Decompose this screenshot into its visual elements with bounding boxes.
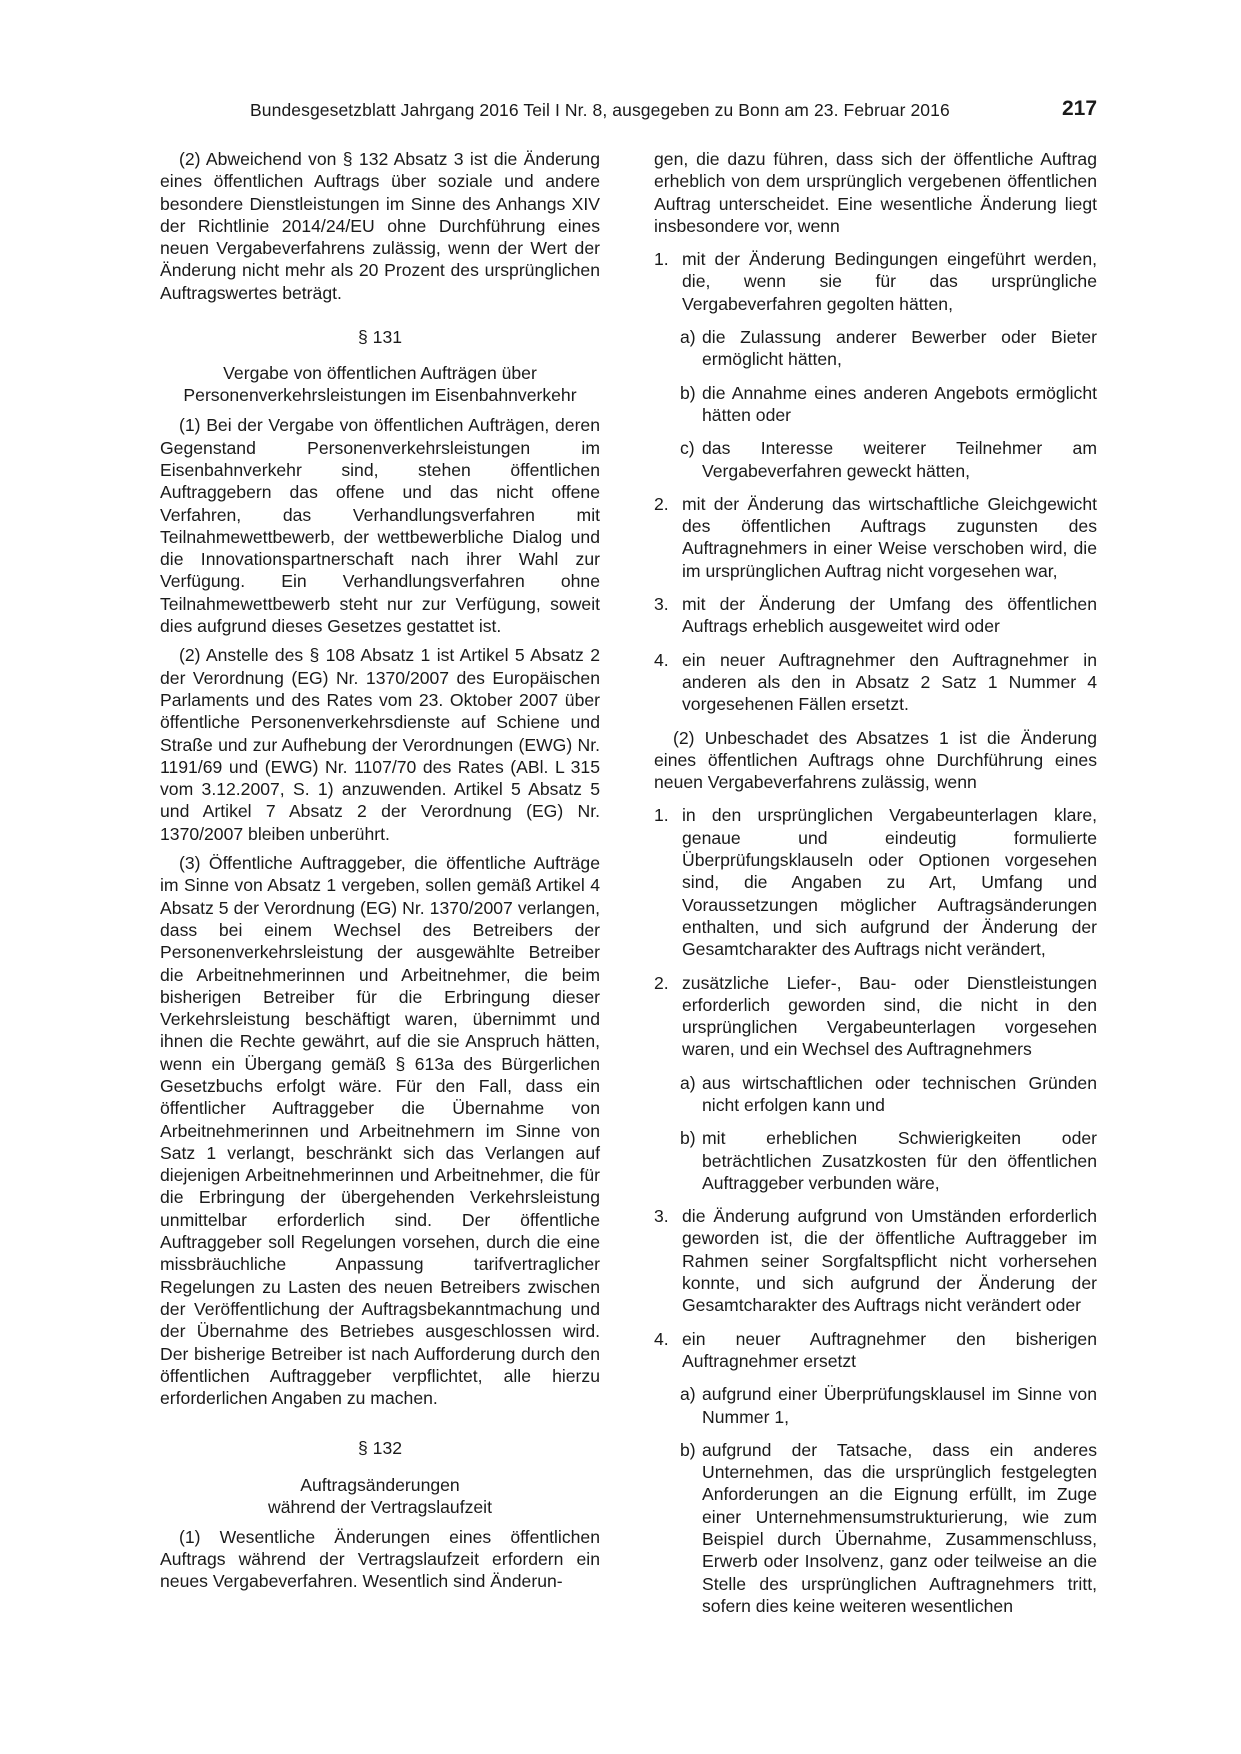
sub-list-item — [654, 1439, 1097, 1617]
list-item — [654, 649, 1097, 716]
sub-item-text: aufgrund einer Überprüfungsklausel im Sinne von Nummer 1, — [702, 1384, 1097, 1427]
sub-item-text: aufgrund der Tatsache, dass ein anderes Unternehmen, das die ursprünglich festgelegten Anforderungen an die Eignung erfüllt, im Zuge einer Unternehmensumstrukturierung, wie zum Beispiel durch Übernahme, Zusammenschluss, Erwerb oder Insolvenz, ganz oder teilweise an die Stelle des ursprünglichen Auftragnehmers tritt, sofern dies keine weiteren wesentlichen — [702, 1439, 1097, 1616]
paragraph-131-3: (3) Öffentliche Auftraggeber, die öffentliche Aufträge im Sinne von Absatz 1 vergeben, sollen gemäß Artikel 4 Absatz 5 der Verordnung (EG) Nr. 1370/2007 verlangen, dass bei einem Wechsel des Betreibers der Personenverkehrsleistung der ausgewählte Betreiber die Arbeitnehmerinnen und Arbeitnehmer, die beim bisherigen Betreiber für die Erbringung dieser Verkehrsleistung beschäftigt waren, übernimmt und ihnen die Rechte gewährt, auf die sie Anspruch hätten, wenn ein Übergang gemäß § 613a des Bürgerlichen Gesetzbuchs erfolgt wäre. Für den Fall, dass ein öffentlicher Auftraggeber die Übernahme von Arbeitnehmerinnen und Arbeitnehmern im Sinne von Satz 1 verlangt, beschränkt sich das Verlangen auf diejenigen Arbeitnehmerinnen und Arbeitnehmer, die für die Erbringung der übergehenden Verkehrsleistung unmittelbar erforderlich sind. Der öffentliche Auftraggeber soll Regelungen vorsehen, durch die eine missbräuchliche Anpassung tarifvertraglicher Regelungen zu Lasten des neuen Betreibers zwischen der Veröffentlichung der Auftragsbekanntmachung und der Übernahme des Betriebes ausgeschlossen wird. Der bisherige Betreiber ist nach Aufforderung durch den öffentlichen Auftraggeber verpflichtet, alle hierzu erforderlichen Angaben zu machen. — [160, 853, 600, 1409]
sub-item-text: aus wirtschaftlichen oder technischen Gründen nicht erfolgen kann und — [702, 1072, 1097, 1115]
section-heading-132 — [160, 1437, 600, 1517]
list-item-text: ein neuer Auftragnehmer den Auftragnehmer in anderen als den in Absatz 2 Satz 1 Nummer 4 vorgesehenen Fällen ersetzt. — [682, 649, 1097, 715]
list-item — [654, 593, 1097, 638]
paragraph-131-2: (2) Anstelle des § 108 Absatz 1 ist Artikel 5 Absatz 2 der Verordnung (EG) Nr. 1370/2007 des Europäischen Parlaments und des Rates vom 23. Oktober 2007 über öffentliche Personenverkehrsdienste auf Schiene und Straße und zur Aufhebung der Verordnungen (EWG) Nr. 1191/69 und (EWG) Nr. 1107/70 des Rates (ABl. L 315 vom 3.12.2007, S. 1) anzuwenden. Artikel 5 Absatz 5 und Artikel 7 Absatz 2 der Verordnung (EG) Nr. 1370/2007 bleiben unberührt. — [160, 645, 600, 844]
section-title-line: Vergabe von öffentlichen Aufträgen über — [223, 363, 537, 384]
list-item — [654, 1328, 1097, 1373]
paragraph-132-1-start: (1) Wesentliche Änderungen eines öffentlichen Auftrags während der Vertragslaufzeit erfordern ein neues Vergabeverfahren. Wesentlich sind Änderun- — [160, 1526, 600, 1592]
list-item — [654, 1205, 1097, 1316]
section-number: § 132 — [357, 1438, 403, 1459]
sub-item-text: die Zulassung anderer Bewerber oder Bieter ermöglicht hätten, — [702, 327, 1097, 370]
right-column — [654, 148, 1097, 1628]
sub-item-text: die Annahme eines anderen Angebots ermöglicht hätten oder — [702, 382, 1097, 425]
list-item-text: mit der Änderung der Umfang des öffentlichen Auftrags erheblich ausgeweitet wird oder — [682, 594, 1097, 637]
section-title-line: Auftragsänderungen — [300, 1474, 460, 1495]
running-header: Bundesgesetzblatt Jahrgang 2016 Teil I Nr. 8, ausgegeben zu Bonn am 23. Februar 2016 — [250, 100, 950, 120]
list-item-text: mit der Änderung Bedingungen eingeführt werden, die, wenn sie für das ursprüngliche Vergabeverfahren gegolten hätten, — [682, 249, 1097, 314]
list-item-text: zusätzliche Liefer-, Bau- oder Dienstleistungen erforderlich geworden sind, die nicht in den ursprünglichen Vergabeunterlagen vorgesehen waren, und ein Wechsel des Auftragnehmers — [682, 972, 1097, 1060]
sub-item-text: mit erheblichen Schwierigkeiten oder beträchtlichen Zusatzkosten für den öffentlichen Auftraggeber verbunden wäre, — [702, 1128, 1097, 1193]
sub-list-item — [654, 1127, 1097, 1194]
section-title-line: während der Vertragslaufzeit — [268, 1496, 492, 1517]
list-item-number: 3. — [654, 1206, 669, 1227]
sub-item-letter: c) — [680, 438, 695, 459]
sub-item-letter: b) — [680, 382, 696, 403]
sub-item-letter: a) — [680, 327, 696, 348]
list-item-number: 1. — [654, 249, 669, 270]
left-column — [160, 148, 600, 1600]
sub-list-item — [654, 1383, 1097, 1428]
page-number: 217 — [1062, 97, 1098, 120]
list-item — [654, 804, 1097, 960]
paragraph-132-2: (2) Unbeschadet des Absatzes 1 ist die Änderung eines öffentlichen Auftrags ohne Durchführung eines neuen Vergabeverfahrens zulässig, wenn — [654, 727, 1097, 793]
paragraph-131-1: (1) Bei der Vergabe von öffentlichen Aufträgen, deren Gegenstand Personenverkehrsleistungen im Eisenbahnverkehr sind, stehen öffentlichen Auftraggebern das offene und das nicht offene Verfahren, das Verhandlungsverfahren mit Teilnahmewettbewerb, der wettbewerbliche Dialog und die Innovationspartnerschaft nach ihrer Wahl zur Verfügung. Ein Verhandlungsverfahren ohne Teilnahmewettbewerb steht nur zur Verfügung, soweit dies aufgrund dieses Gesetzes gestattet ist. — [160, 415, 600, 637]
section-number: § 131 — [357, 327, 403, 348]
list-item-number: 2. — [654, 972, 669, 993]
list-item-text: in den ursprünglichen Vergabeunterlagen klare, genaue und eindeutig formulierte Überprüfungsklauseln oder Optionen vorgesehen sind, die Angaben zu Art, Umfang und Voraussetzungen möglicher Auftragsänderungen enthalten, und sich aufgrund der Änderung der Gesamtcharakter des Auftrags nicht verändert, — [682, 805, 1097, 960]
section-heading-131 — [160, 326, 600, 406]
list-item — [654, 972, 1097, 1061]
sub-item-letter: b) — [680, 1128, 696, 1149]
list-item-number: 2. — [654, 493, 669, 514]
list-item-number: 3. — [654, 594, 669, 615]
list-paragraph-2 — [654, 804, 1097, 1617]
paragraph-130-2: (2) Abweichend von § 132 Absatz 3 ist die Änderung eines öffentlichen Auftrags über soziale und andere besondere Dienstleistungen im Sinne des Anhangs XIV der Richtlinie 2014/24/EU ohne Durchführung eines neuen Vergabeverfahrens zulässig, wenn der Wert der Änderung nicht mehr als 20 Prozent des ursprünglichen Auftragswertes beträgt. — [160, 149, 600, 303]
sub-list-item — [654, 382, 1097, 427]
paragraph-132-1-continued: gen, die dazu führen, dass sich der öffentliche Auftrag erheblich von dem ursprünglich vergebenen öffentlichen Auftrag unterscheidet. Eine wesentliche Änderung liegt insbesondere vor, wenn — [654, 149, 1097, 236]
list-item-number: 4. — [654, 649, 669, 670]
sub-item-letter: a) — [680, 1072, 696, 1093]
sub-list-item — [654, 326, 1097, 371]
list-item-number: 4. — [654, 1328, 669, 1349]
sub-item-letter: a) — [680, 1384, 696, 1405]
sub-item-letter: b) — [680, 1439, 696, 1460]
list-item-text: mit der Änderung das wirtschaftliche Gleichgewicht des öffentlichen Auftrags zugunsten des Auftragnehmers in einer Weise verschoben wird, die im ursprünglichen Auftrag nicht vorgesehen war, — [682, 493, 1097, 581]
list-item — [654, 493, 1097, 582]
list-item — [654, 248, 1097, 315]
list-item-number: 1. — [654, 805, 669, 826]
list-paragraph-1 — [654, 248, 1097, 715]
list-item-text: ein neuer Auftragnehmer den bisherigen Auftragnehmer ersetzt — [682, 1328, 1097, 1371]
sub-list-item — [654, 437, 1097, 482]
sub-list-item — [654, 1072, 1097, 1117]
list-item-text: die Änderung aufgrund von Umständen erforderlich geworden ist, die der öffentliche Auftraggeber im Rahmen seiner Sorgfaltspflicht nicht vorhersehen konnte, und sich aufgrund der Änderung der Gesamtcharakter des Auftrags nicht verändert oder — [682, 1206, 1097, 1316]
section-title-line: Personenverkehrsleistungen im Eisenbahnverkehr — [183, 385, 577, 406]
sub-item-text: das Interesse weiterer Teilnehmer am Vergabeverfahren geweckt hätten, — [702, 438, 1097, 481]
